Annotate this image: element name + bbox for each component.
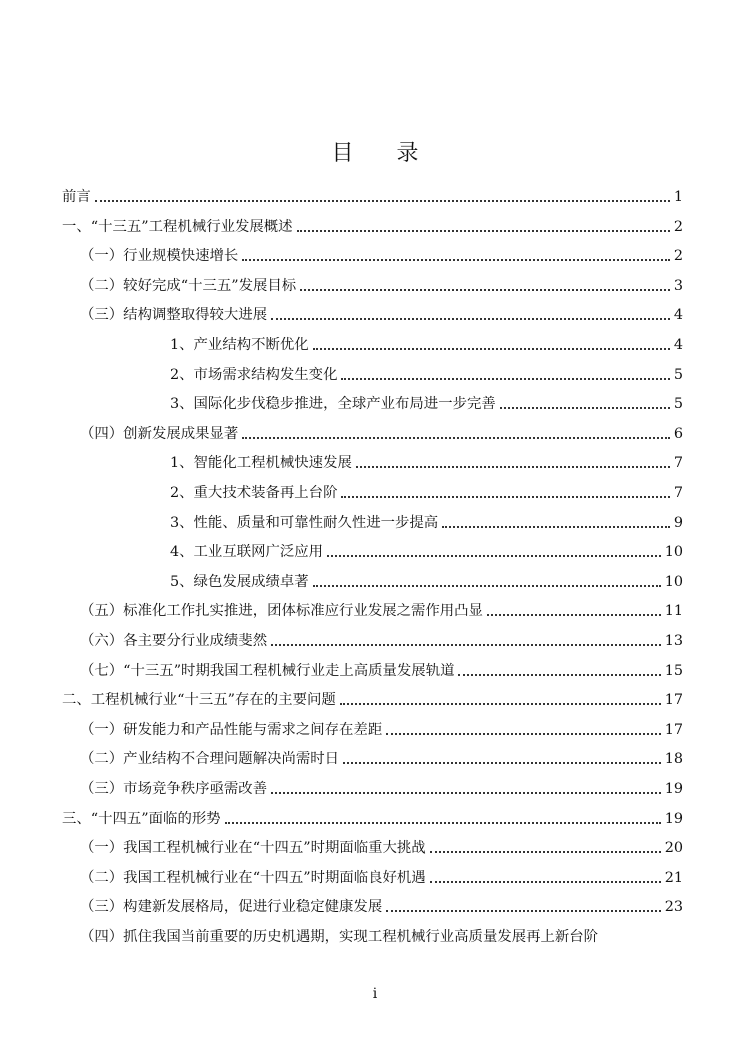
dot-leader xyxy=(356,466,670,468)
toc-entry-page-number: 1 xyxy=(673,189,683,205)
dot-leader xyxy=(341,378,669,380)
toc-entry-page-number: 19 xyxy=(664,781,683,797)
toc-entry-title: （六）各主要分行业成绩斐然 xyxy=(80,633,268,649)
dot-leader xyxy=(242,259,670,261)
toc-entry-page-number: 4 xyxy=(673,337,683,353)
dot-leader xyxy=(386,733,660,735)
toc-entry-title: 3、国际化步伐稳步推进，全球产业布局进一步完善 xyxy=(170,396,496,413)
dot-leader xyxy=(327,555,661,557)
toc-entry-page-number: 17 xyxy=(664,721,683,738)
toc-entry[interactable] xyxy=(80,776,683,798)
toc-entry-page-number: 19 xyxy=(664,810,683,827)
toc-entry-title: （三）构建新发展格局，促进行业稳定健康发展 xyxy=(80,899,383,916)
dot-leader xyxy=(297,230,670,232)
toc-entry-page-number: 5 xyxy=(673,396,683,413)
dot-leader xyxy=(271,792,661,794)
toc-entry[interactable] xyxy=(80,243,683,265)
toc-entry-title: 2、市场需求结构发生变化 xyxy=(170,366,338,383)
dot-leader xyxy=(343,762,661,764)
toc-entry[interactable] xyxy=(62,806,683,828)
dot-leader xyxy=(341,496,669,498)
toc-entry-title: （三）市场竞争秩序亟需改善 xyxy=(80,781,268,797)
toc-entry-title: （二）较好完成“十三五”发展目标 xyxy=(80,277,297,294)
page-number-footer: i xyxy=(372,986,378,1002)
toc-entry-title: （二）我国工程机械行业在“十四五”时期面临良好机遇 xyxy=(80,869,426,886)
dot-leader xyxy=(458,674,660,676)
toc-entry[interactable] xyxy=(80,302,683,324)
dot-leader xyxy=(430,881,661,883)
toc-entry-title: 1、智能化工程机械快速发展 xyxy=(170,455,352,472)
toc-entry-page-number: 7 xyxy=(673,485,683,501)
toc-entry-title: （四）创新发展成果显著 xyxy=(80,425,239,442)
toc-entry-page-number: 4 xyxy=(673,307,683,324)
dot-leader xyxy=(271,318,670,320)
toc-entry[interactable] xyxy=(80,658,683,680)
toc-entry[interactable] xyxy=(80,894,683,916)
dot-leader xyxy=(300,289,670,291)
toc-entry[interactable] xyxy=(170,362,683,384)
toc-entry-page-number: 18 xyxy=(664,751,683,768)
toc-entry[interactable] xyxy=(80,924,685,946)
toc-entry-title: （五）标准化工作扎实推进，团体标准应行业发展之需作用凸显 xyxy=(80,603,483,620)
toc-entry-page-number: 10 xyxy=(664,573,683,590)
dot-leader xyxy=(430,851,661,853)
toc-entry[interactable] xyxy=(62,687,683,709)
toc-entry[interactable] xyxy=(80,421,683,443)
toc-entry-title: （四）抓住我国当前重要的历史机遇期，实现工程机械行业高质量发展再上新台阶 xyxy=(80,929,599,945)
toc-entry[interactable] xyxy=(170,332,683,354)
toc-entry[interactable] xyxy=(80,746,683,768)
toc-entry-page-number: 9 xyxy=(673,514,683,531)
toc-entry[interactable] xyxy=(62,184,683,206)
toc-entry-title: （一）行业规模快速增长 xyxy=(80,248,239,265)
toc-entry-title: 1、产业结构不断优化 xyxy=(170,337,309,353)
toc-entry-title: 4、工业互联网广泛应用 xyxy=(170,544,324,561)
toc-entry[interactable] xyxy=(80,865,683,887)
dot-leader xyxy=(487,614,661,616)
toc-entry-title: 前言 xyxy=(62,189,91,205)
toc-entry-page-number: 7 xyxy=(673,455,683,472)
toc-entry[interactable] xyxy=(170,569,683,591)
toc-entry-title: （三）结构调整取得较大进展 xyxy=(80,307,268,324)
dot-leader xyxy=(95,200,670,202)
toc-entry-page-number: 11 xyxy=(664,603,683,620)
toc-entry[interactable] xyxy=(80,628,683,650)
page-title: 目 录 xyxy=(331,141,437,166)
toc-entry-title: （一）我国工程机械行业在“十四五”时期面临重大挑战 xyxy=(80,840,426,857)
toc-entry-page-number: 17 xyxy=(664,692,683,709)
toc-entry-title: 二、工程机械行业“十三五”存在的主要问题 xyxy=(62,692,336,709)
toc-entry[interactable] xyxy=(170,510,683,532)
dot-leader xyxy=(271,644,661,646)
toc-entry[interactable] xyxy=(170,539,683,561)
toc-entry-title: 3、性能、质量和可靠性耐久性进一步提高 xyxy=(170,514,439,531)
toc-entry-title: （七）“十三五”时期我国工程机械行业走上高质量发展轨道 xyxy=(80,662,455,679)
dot-leader xyxy=(442,526,670,528)
toc-entry[interactable] xyxy=(80,598,683,620)
dot-leader xyxy=(313,348,670,350)
toc-entry-page-number: 13 xyxy=(664,633,683,649)
toc-entry-title: （二）产业结构不合理问题解决尚需时日 xyxy=(80,751,340,768)
dot-leader xyxy=(225,822,661,824)
dot-leader xyxy=(500,407,670,409)
toc-entry[interactable] xyxy=(80,835,683,857)
toc-entry-title: 2、重大技术装备再上台阶 xyxy=(170,485,338,501)
toc-entry[interactable] xyxy=(170,391,683,413)
toc-entry[interactable] xyxy=(62,214,683,236)
dot-leader xyxy=(313,585,661,587)
toc-entry-page-number: 5 xyxy=(673,366,683,383)
toc-entry-page-number: 2 xyxy=(673,248,683,265)
dot-leader xyxy=(242,437,670,439)
toc-entry-page-number: 10 xyxy=(664,544,683,561)
toc-entry-page-number: 3 xyxy=(673,277,683,294)
toc-entry-page-number: 2 xyxy=(673,218,683,235)
toc-entry-page-number: 6 xyxy=(673,425,683,442)
toc-entry-title: 一、“十三五”工程机械行业发展概述 xyxy=(62,218,293,235)
toc-entry[interactable] xyxy=(170,450,683,472)
dot-leader xyxy=(340,703,661,705)
toc-entry[interactable] xyxy=(170,480,683,502)
toc-entry-page-number: 21 xyxy=(664,869,683,886)
toc-entry-page-number: 15 xyxy=(664,662,683,679)
toc-entry[interactable] xyxy=(80,273,683,295)
dot-leader xyxy=(386,910,660,912)
toc-entry-title: 5、绿色发展成绩卓著 xyxy=(170,573,309,590)
toc-entry-title: （一）研发能力和产品性能与需求之间存在差距 xyxy=(80,721,383,738)
toc-entry-page-number: 20 xyxy=(664,840,683,857)
toc-entry-title: 三、“十四五”面临的形势 xyxy=(62,810,221,827)
toc-entry[interactable] xyxy=(80,717,683,739)
toc-entry-page-number: 23 xyxy=(664,899,683,916)
